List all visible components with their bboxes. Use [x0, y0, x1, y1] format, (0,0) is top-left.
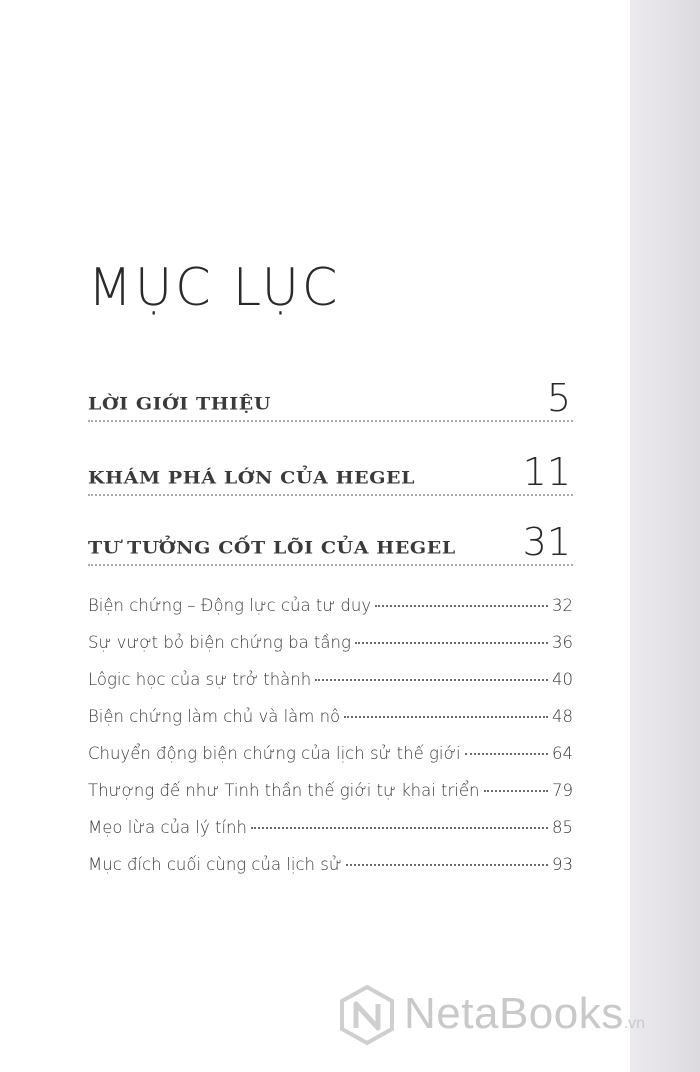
toc-entry-list	[88, 596, 573, 892]
toc-entry-title: Mục đích cuối cùng của lịch sử	[88, 855, 342, 874]
dot-leader	[251, 826, 548, 829]
toc-entry	[88, 781, 573, 818]
toc-entry-page: 40	[552, 670, 573, 689]
dot-leader	[346, 863, 548, 866]
chapter-title: TƯ TƯỞNG CỐT LÕI CỦA HEGEL	[88, 538, 456, 558]
toc-entry-title: Thượng đế như Tinh thần thế giới tự khai triển	[88, 781, 480, 800]
toc-entry-page: 36	[552, 633, 573, 652]
toc-entry-page: 79	[552, 781, 573, 800]
dot-leader	[315, 678, 548, 681]
toc-entry	[88, 707, 573, 744]
chapter-title: LỜI GIỚI THIỆU	[88, 394, 272, 414]
netabooks-logo-icon	[338, 984, 396, 1046]
toc-entry-page: 85	[552, 818, 573, 837]
toc-entry-page: 93	[552, 855, 573, 874]
toc-entry	[88, 596, 573, 633]
watermark-brand	[404, 988, 645, 1041]
toc-entry-title: Mẹo lừa của lý tính	[88, 818, 247, 837]
toc-entry	[88, 855, 573, 892]
dot-leader	[465, 752, 548, 755]
chapter-title: KHÁM PHÁ LỚN CỦA HEGEL	[88, 468, 416, 488]
toc-entry	[88, 818, 573, 855]
toc-entry	[88, 633, 573, 670]
chapter-row	[88, 372, 573, 422]
chapter-row	[88, 516, 573, 566]
toc-entry	[88, 670, 573, 707]
toc-entry-title: Lôgic học của sự trở thành	[88, 670, 312, 689]
toc-entry-title: Chuyển động biện chứng của lịch sử thế giới	[88, 744, 461, 763]
chapter-row	[88, 446, 573, 496]
watermark-brand-name: NetaBooks	[404, 989, 624, 1038]
dot-leader	[375, 604, 548, 607]
watermark-domain-suffix: .vn	[623, 1015, 646, 1032]
dot-leader	[355, 641, 548, 644]
toc-entry-title: Biện chứng làm chủ và làm nô	[88, 707, 341, 726]
chapter-page-number: 31	[522, 520, 571, 565]
page-edge-shadow	[630, 0, 700, 1072]
chapter-page-number: 11	[522, 450, 571, 495]
netabooks-watermark	[338, 984, 678, 1046]
toc-entry-page: 32	[552, 596, 573, 615]
page-title: MỤC LỤC	[88, 258, 341, 318]
toc-entry-page: 48	[552, 707, 573, 726]
toc-entry-page: 64	[552, 744, 573, 763]
toc-entry	[88, 744, 573, 781]
dot-leader	[344, 715, 548, 718]
dot-leader	[484, 789, 548, 792]
toc-entry-title: Biện chứng – Động lực của tư duy	[88, 596, 372, 615]
chapter-page-number: 5	[546, 376, 571, 421]
toc-entry-title: Sự vượt bỏ biện chứng ba tầng	[88, 633, 351, 652]
